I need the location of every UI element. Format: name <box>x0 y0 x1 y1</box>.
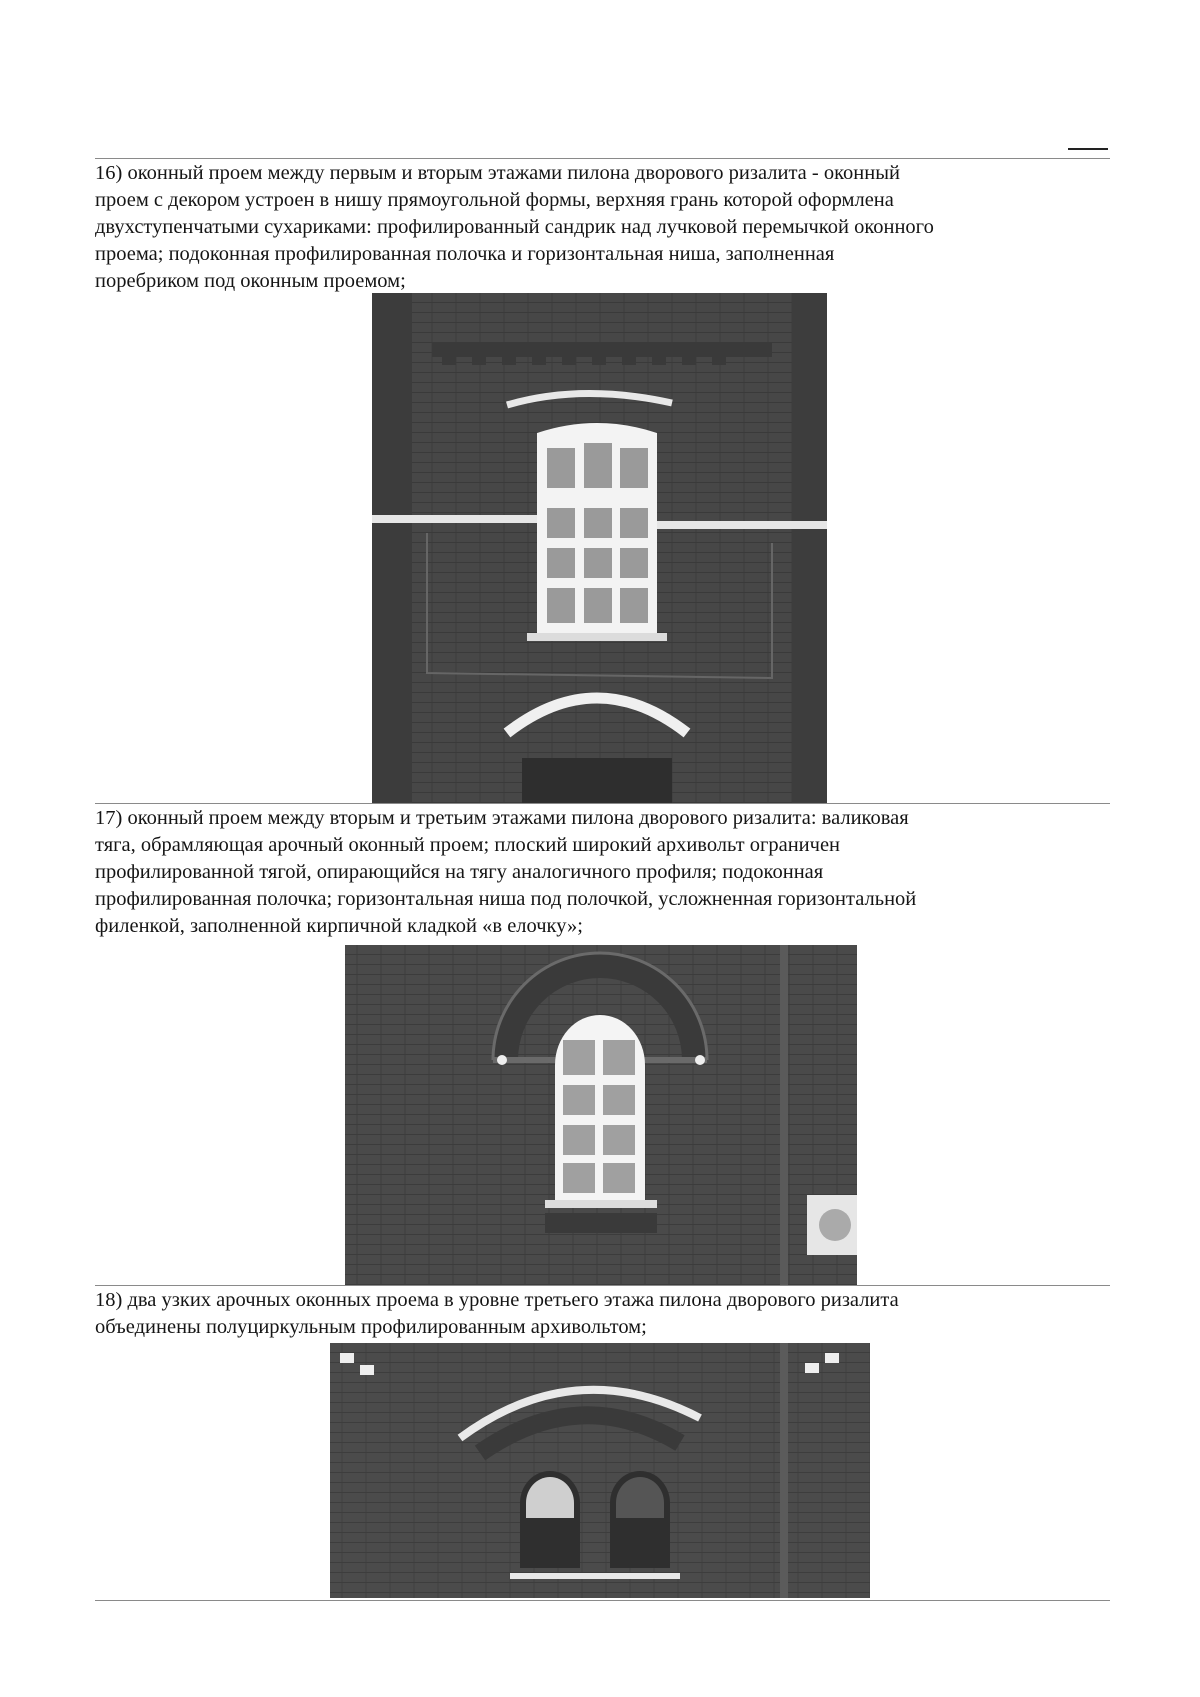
section-16-line: 16) оконный проем между первым и вторым этажами пилона дворового ризалита - оконный <box>95 162 900 184</box>
section-16-line: проема; подоконная профилированная полочка и горизонтальная ниша, заполненная <box>95 243 835 265</box>
photo-18-drawing <box>330 1343 870 1598</box>
bottom-rule <box>95 1600 1110 1601</box>
photo-17-drawing <box>345 945 857 1285</box>
section-17-line: 17) оконный проем между вторым и третьим этажами пилона дворового ризалита: валиковая <box>95 807 909 829</box>
top-corner-mark <box>1068 148 1108 150</box>
photo-window-16 <box>372 293 827 803</box>
section-17-text <box>95 805 1105 940</box>
section-17-line: филенкой, заполненной кирпичной кладкой «в елочку»; <box>95 915 583 937</box>
section-16-text <box>95 160 1105 295</box>
section-16-line: двухступенчатыми сухариками: профилированный сандрик над лучковой перемычкой оконного <box>95 216 934 238</box>
top-rule <box>95 158 1110 159</box>
section-18-line: 18) два узких арочных оконных проема в уровне третьего этажа пилона дворового ризалита <box>95 1289 899 1311</box>
divider-rule-2 <box>95 1285 1110 1286</box>
section-17-line: профилированной тягой, опирающийся на тягу аналогичного профиля; подоконная <box>95 861 824 883</box>
divider-rule-1 <box>95 803 1110 804</box>
photo-window-18 <box>330 1343 870 1598</box>
section-17-line: профилированная полочка; горизонтальная ниша под полочкой, усложненная горизонтальной <box>95 888 917 910</box>
section-17-line: тяга, обрамляющая арочный оконный проем; плоский широкий архивольт ограничен <box>95 834 841 856</box>
photo-window-17 <box>345 945 857 1285</box>
section-16-line: проем с декором устроен в нишу прямоугольной формы, верхняя грань которой оформлена <box>95 189 894 211</box>
section-18-text <box>95 1287 1105 1341</box>
photo-16-drawing <box>372 293 827 803</box>
section-18-line: объединены полуциркульным профилированным архивольтом; <box>95 1316 647 1338</box>
section-16-line: поребриком под оконным проемом; <box>95 270 406 292</box>
